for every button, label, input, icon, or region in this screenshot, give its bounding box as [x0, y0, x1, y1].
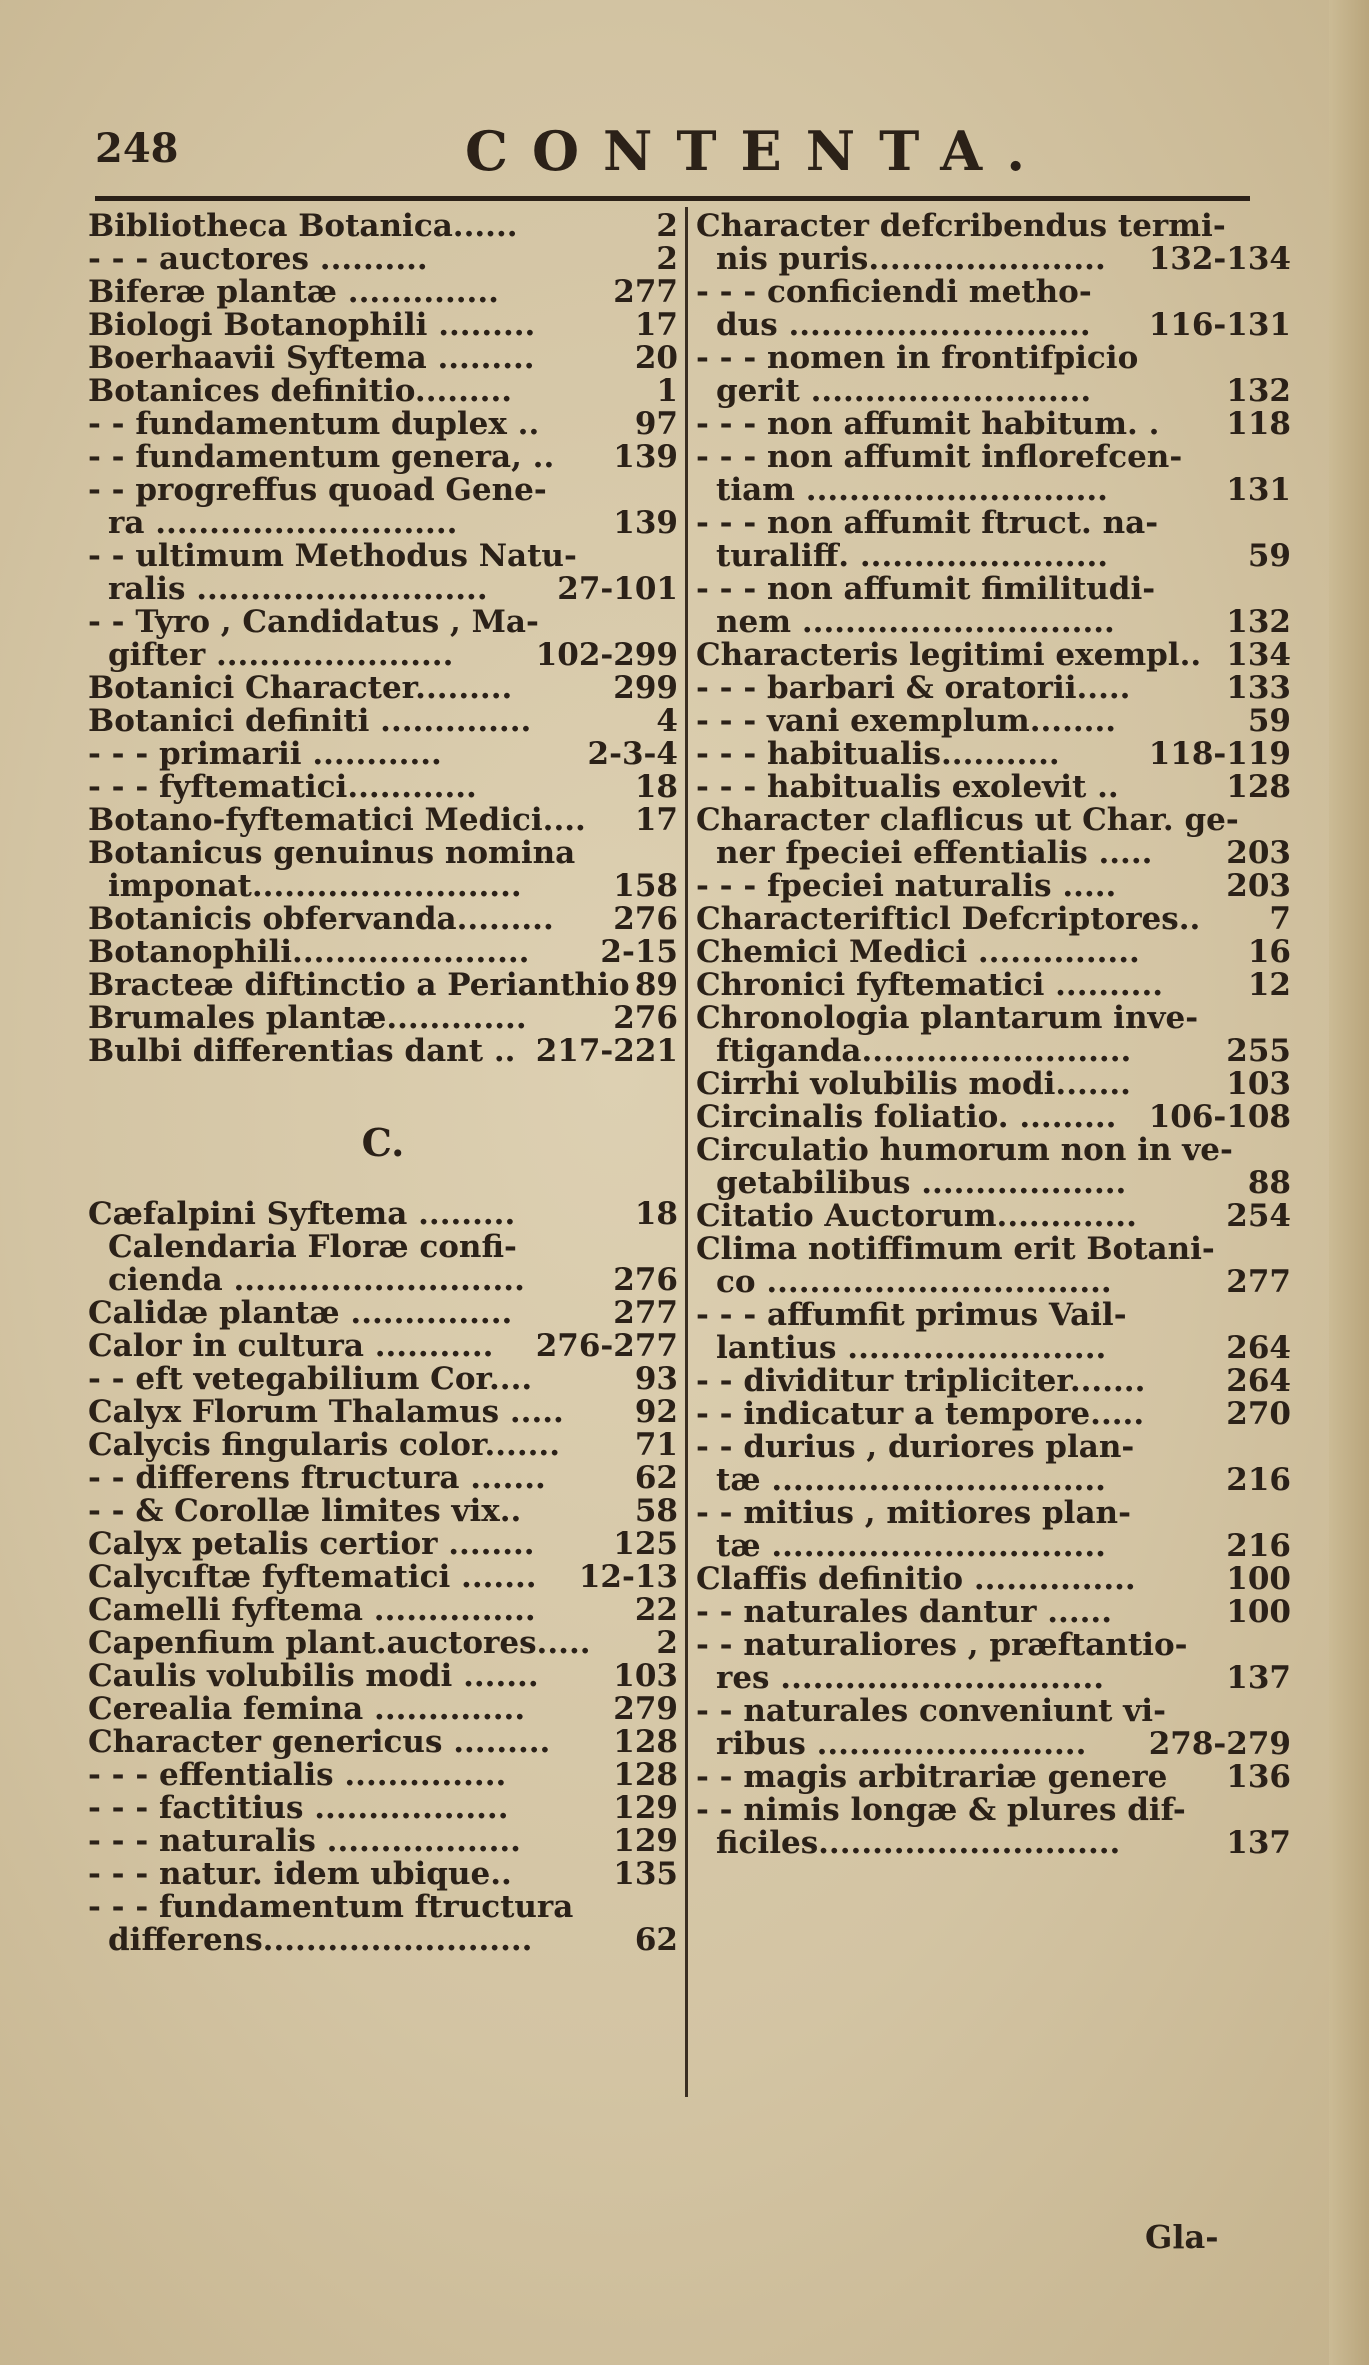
entry-page-ref: 278-279 — [1148, 1726, 1291, 1762]
entry-page-ref: 133 — [1226, 670, 1291, 706]
index-entry — [696, 1662, 1291, 1695]
index-entry — [88, 1002, 678, 1035]
entry-text: - - progreffus quoad Gene- — [88, 472, 547, 508]
entry-text: - - naturaliores , præftantio- — [696, 1627, 1188, 1663]
index-entry — [696, 474, 1291, 507]
index-entry — [88, 441, 678, 474]
entry-page-ref: 118 — [1226, 406, 1291, 442]
index-entry — [696, 1266, 1291, 1299]
entry-page-ref: 128 — [613, 1724, 678, 1760]
entry-page-ref: 136 — [1226, 1759, 1291, 1795]
index-entry — [696, 936, 1291, 969]
entry-text: Botanicus genuinus nomina — [88, 835, 576, 871]
index-entry — [696, 1035, 1291, 1068]
entry-page-ref: 22 — [634, 1592, 678, 1628]
entry-text: tæ ............................... — [716, 1462, 1106, 1498]
entry-page-ref: 131 — [1226, 472, 1291, 508]
column-divider — [685, 207, 688, 2097]
entry-page-ref: 129 — [613, 1790, 678, 1826]
entry-page-ref: 2 — [656, 241, 678, 277]
entry-text: co ................................ — [716, 1264, 1112, 1300]
index-entry — [696, 1365, 1291, 1398]
entry-page-ref: 216 — [1226, 1462, 1291, 1498]
index-entry — [696, 903, 1291, 936]
index-entry — [88, 1561, 678, 1594]
entry-page-ref: 128 — [1226, 769, 1291, 805]
entry-page-ref: 20 — [634, 340, 678, 376]
index-entry — [88, 936, 678, 969]
entry-text: Botanices definitio......... — [88, 373, 513, 409]
entry-page-ref: 62 — [634, 1460, 678, 1496]
index-entry — [88, 1035, 678, 1068]
entry-text: - - - habitualis exolevit .. — [696, 769, 1119, 805]
entry-text: - - - natur. idem ubique.. — [88, 1856, 512, 1892]
entry-text: Bracteæ diftinctio a Perianthio — [88, 967, 630, 1003]
index-entry — [88, 639, 678, 672]
entry-text: turaliff. ....................... — [716, 538, 1109, 574]
entry-page-ref: 158 — [613, 868, 678, 904]
entry-text: - - - fyftematici............ — [88, 769, 477, 805]
entry-text: ralis ........................... — [108, 571, 488, 607]
entry-text: - - - non affumit inflorefcen- — [696, 439, 1183, 475]
index-entry — [696, 1596, 1291, 1629]
entry-text: - - differens ftructura ....... — [88, 1460, 546, 1496]
index-entry — [88, 1264, 678, 1297]
index-entry — [88, 1891, 678, 1924]
entry-text: - - fundamentum duplex .. — [88, 406, 540, 442]
entry-text: gifter ...................... — [108, 637, 454, 673]
index-entry — [88, 573, 678, 606]
entry-text: - - - fundamentum ftructura — [88, 1889, 574, 1925]
entry-text: imponat......................... — [108, 868, 522, 904]
entry-text: Clima notiffimum erit Botani- — [696, 1231, 1215, 1267]
entry-page-ref: 100 — [1226, 1594, 1291, 1630]
entry-page-ref: 27-101 — [557, 571, 678, 607]
entry-page-ref: 18 — [634, 1196, 678, 1232]
index-entry — [88, 1858, 678, 1891]
index-entry — [696, 606, 1291, 639]
index-entry — [88, 375, 678, 408]
entry-text: - - - affumfit primus Vail- — [696, 1297, 1127, 1333]
entry-text: - - mitius , mitiores plan- — [696, 1495, 1131, 1531]
entry-page-ref: 2 — [656, 208, 678, 244]
entry-page-ref: 88 — [1247, 1165, 1291, 1201]
entry-page-ref: 12 — [1247, 967, 1291, 1003]
index-entry — [696, 1068, 1291, 1101]
page-number: 248 — [95, 125, 179, 172]
index-entry — [88, 1528, 678, 1561]
index-entry — [88, 705, 678, 738]
entry-page-ref: 100 — [1226, 1561, 1291, 1597]
index-entry — [88, 1759, 678, 1792]
entry-page-ref: 102-299 — [535, 637, 678, 673]
index-entry — [696, 969, 1291, 1002]
index-entry — [88, 1924, 678, 1957]
entry-page-ref: 59 — [1247, 703, 1291, 739]
index-entry — [696, 1497, 1291, 1530]
entry-page-ref: 4 — [656, 703, 678, 739]
entry-page-ref: 116-131 — [1148, 307, 1291, 343]
entry-text: - - Tyro , Candidatus , Ma- — [88, 604, 539, 640]
index-column-left — [88, 210, 678, 1957]
index-entry — [88, 837, 678, 870]
index-entry — [696, 210, 1291, 243]
entry-text: nis puris...................... — [716, 241, 1106, 277]
entry-page-ref: 264 — [1226, 1363, 1291, 1399]
entry-page-ref: 264 — [1226, 1330, 1291, 1366]
entry-page-ref: 137 — [1226, 1660, 1291, 1696]
entry-page-ref: 71 — [634, 1427, 678, 1463]
entry-text: cienda ........................... — [108, 1262, 525, 1298]
index-entry — [88, 342, 678, 375]
entry-text: Cerealia femina .............. — [88, 1691, 526, 1727]
index-entry — [88, 672, 678, 705]
index-entry — [696, 870, 1291, 903]
entry-page-ref: 277 — [613, 1295, 678, 1331]
entry-page-ref: 125 — [613, 1526, 678, 1562]
index-entry — [696, 1431, 1291, 1464]
entry-text: tiam ............................ — [716, 472, 1108, 508]
entry-text: ftiganda......................... — [716, 1033, 1132, 1069]
entry-text: - - - effentialis ............... — [88, 1757, 507, 1793]
index-entry — [88, 1363, 678, 1396]
entry-page-ref: 2-3-4 — [587, 736, 678, 772]
entry-page-ref: 276 — [613, 901, 678, 937]
index-entry — [696, 1761, 1291, 1794]
index-entry — [88, 408, 678, 441]
entry-text: Citatio Auctorum............. — [696, 1198, 1137, 1234]
entry-text: - - nimis longæ & plures dif- — [696, 1792, 1186, 1828]
entry-text: - - - non affumit ftruct. na- — [696, 505, 1159, 541]
entry-text: Calidæ plantæ ............... — [88, 1295, 513, 1331]
entry-page-ref: 93 — [634, 1361, 678, 1397]
entry-text: Character defcribendus termi- — [696, 208, 1226, 244]
index-entry — [696, 309, 1291, 342]
entry-text: Cirrhi volubilis modi....... — [696, 1066, 1131, 1102]
index-entry — [696, 1233, 1291, 1266]
entry-page-ref: 276 — [613, 1000, 678, 1036]
index-entry — [88, 969, 678, 1002]
index-entry — [696, 1728, 1291, 1761]
entry-page-ref: 106-108 — [1148, 1099, 1291, 1135]
entry-page-ref: 2-15 — [600, 934, 678, 970]
entry-text: Botanici Character......... — [88, 670, 513, 706]
entry-page-ref: 134 — [1226, 637, 1291, 673]
entry-text: dus ............................ — [716, 307, 1091, 343]
entry-page-ref: 18 — [634, 769, 678, 805]
entry-text: - - durius , duriores plan- — [696, 1429, 1135, 1465]
entry-text: nem ............................. — [716, 604, 1115, 640]
index-entry — [88, 1297, 678, 1330]
entry-page-ref: 255 — [1226, 1033, 1291, 1069]
index-entry — [88, 507, 678, 540]
index-entry — [696, 804, 1291, 837]
entry-text: - - indicatur a tempore..... — [696, 1396, 1145, 1432]
entry-page-ref: 203 — [1226, 868, 1291, 904]
entry-text: Bibliotheca Botanica...... — [88, 208, 518, 244]
entry-text: Bulbi differentias dant .. — [88, 1033, 516, 1069]
index-entry — [696, 1695, 1291, 1728]
entry-page-ref: 97 — [634, 406, 678, 442]
index-entry — [88, 606, 678, 639]
entry-page-ref: 132 — [1226, 604, 1291, 640]
entry-page-ref: 103 — [1226, 1066, 1291, 1102]
entry-text: tæ ............................... — [716, 1528, 1106, 1564]
entry-page-ref: 217-221 — [535, 1033, 678, 1069]
entry-text: - - - factitius .................. — [88, 1790, 509, 1826]
entry-page-ref: 62 — [634, 1922, 678, 1958]
index-entry — [88, 1462, 678, 1495]
index-entry — [696, 276, 1291, 309]
index-entry — [696, 1464, 1291, 1497]
index-entry — [696, 1134, 1291, 1167]
index-entry — [696, 1563, 1291, 1596]
entry-text: differens......................... — [108, 1922, 533, 1958]
entry-text: - - naturales dantur ...... — [696, 1594, 1113, 1630]
index-entry — [88, 1330, 678, 1363]
entry-page-ref: 128 — [613, 1757, 678, 1793]
entry-text: res .............................. — [716, 1660, 1105, 1696]
entry-text: - - - non affumit fimilitudi- — [696, 571, 1156, 607]
entry-text: - - - auctores .......... — [88, 241, 428, 277]
entry-text: Calyx Florum Thalamus ..... — [88, 1394, 564, 1430]
entry-text: Calycis fingularis color....... — [88, 1427, 560, 1463]
page-edge — [1329, 0, 1369, 2365]
index-entry — [696, 1629, 1291, 1662]
entry-text: - - fundamentum genera, .. — [88, 439, 555, 475]
index-entry — [88, 804, 678, 837]
entry-text: ribus ......................... — [716, 1726, 1087, 1762]
entry-page-ref: 276 — [613, 1262, 678, 1298]
entry-text: Caulis volubilis modi ....... — [88, 1658, 539, 1694]
entry-page-ref: 254 — [1226, 1198, 1291, 1234]
index-entry — [88, 738, 678, 771]
entry-text: ra ............................ — [108, 505, 458, 541]
entry-text: - - magis arbitrariæ genere — [696, 1759, 1168, 1795]
entry-text: - - - primarii ............ — [88, 736, 442, 772]
index-entry — [88, 1396, 678, 1429]
index-entry — [88, 1429, 678, 1462]
entry-page-ref: 132 — [1226, 373, 1291, 409]
entry-page-ref: 139 — [613, 505, 678, 541]
index-entry — [88, 309, 678, 342]
entry-text: - - - non affumit habitum. . — [696, 406, 1160, 442]
entry-page-ref: 132-134 — [1148, 241, 1291, 277]
entry-text: ner fpeciei effentialis ..... — [716, 835, 1153, 871]
entry-page-ref: 276-277 — [535, 1328, 678, 1364]
entry-page-ref: 216 — [1226, 1528, 1291, 1564]
entry-page-ref: 277 — [1226, 1264, 1291, 1300]
index-entry — [696, 1002, 1291, 1035]
index-entry — [88, 903, 678, 936]
index-entry — [88, 1825, 678, 1858]
index-entry — [88, 771, 678, 804]
entry-text: Botanophili...................... — [88, 934, 530, 970]
entry-text: Boerhaavii Syftema ......... — [88, 340, 535, 376]
index-entry — [696, 705, 1291, 738]
entry-page-ref: 118-119 — [1148, 736, 1291, 772]
index-entry — [88, 474, 678, 507]
entry-text: - - - conficiendi metho- — [696, 274, 1092, 310]
entry-text: lantius ........................ — [716, 1330, 1107, 1366]
entry-page-ref: 89 — [634, 967, 678, 1003]
index-entry — [696, 639, 1291, 672]
letter-heading: C. — [361, 1120, 405, 1165]
entry-text: Botanici definiti .............. — [88, 703, 532, 739]
index-entry — [88, 1627, 678, 1660]
index-entry — [696, 1101, 1291, 1134]
entry-page-ref: 12-13 — [578, 1559, 678, 1595]
entry-text: - - - barbari & oratorii..... — [696, 670, 1131, 706]
index-entry — [696, 1398, 1291, 1431]
entry-text: - - ultimum Methodus Natu- — [88, 538, 577, 574]
entry-page-ref: 2 — [656, 1625, 678, 1661]
entry-text: gerit .......................... — [716, 373, 1092, 409]
index-entry — [88, 1693, 678, 1726]
entry-text: Camelli fyftema ............... — [88, 1592, 536, 1628]
entry-page-ref: 59 — [1247, 538, 1291, 574]
entry-text: - - - habitualis........... — [696, 736, 1060, 772]
entry-page-ref: 203 — [1226, 835, 1291, 871]
entry-page-ref: 92 — [634, 1394, 678, 1430]
index-entry — [696, 540, 1291, 573]
index-entry — [88, 1594, 678, 1627]
entry-text: Circulatio humorum non in ve- — [696, 1132, 1233, 1168]
index-entry — [88, 540, 678, 573]
page-header — [95, 119, 1250, 195]
index-entry — [696, 672, 1291, 705]
entry-text: Claffis definitio ............... — [696, 1561, 1136, 1597]
index-entry — [88, 276, 678, 309]
entry-text: ficiles............................ — [716, 1825, 1121, 1861]
entry-page-ref: 1 — [656, 373, 678, 409]
index-entry — [696, 375, 1291, 408]
entry-text: Botanicis obfervanda......... — [88, 901, 554, 937]
index-entry — [696, 342, 1291, 375]
entry-text: Circinalis foliatio. ......... — [696, 1099, 1117, 1135]
entry-page-ref: 17 — [634, 307, 678, 343]
entry-page-ref: 270 — [1226, 1396, 1291, 1432]
entry-text: Calyx petalis certior ........ — [88, 1526, 535, 1562]
entry-text: Characterifticl Defcriptores.. — [696, 901, 1201, 937]
entry-page-ref: 299 — [613, 670, 678, 706]
index-entry — [696, 1794, 1291, 1827]
entry-page-ref: 135 — [613, 1856, 678, 1892]
entry-text: Calendaria Floræ confi- — [108, 1229, 517, 1265]
entry-text: Cæfalpini Syftema ......... — [88, 1196, 516, 1232]
entry-text: Chemici Medici ............... — [696, 934, 1140, 970]
index-entry — [696, 1200, 1291, 1233]
entry-page-ref: 58 — [634, 1493, 678, 1529]
entry-text: Calycıftæ fyftematici ....... — [88, 1559, 537, 1595]
header-rule — [95, 196, 1250, 201]
entry-text: Character claflicus ut Char. ge- — [696, 802, 1239, 838]
index-entry — [696, 408, 1291, 441]
entry-page-ref: 137 — [1226, 1825, 1291, 1861]
entry-text: Character genericus ......... — [88, 1724, 551, 1760]
index-entry — [88, 1660, 678, 1693]
entry-text: - - naturales conveniunt vi- — [696, 1693, 1166, 1729]
entry-page-ref: 277 — [613, 274, 678, 310]
entry-page-ref: 129 — [613, 1823, 678, 1859]
entry-text: Characteris legitimi exempl.. — [696, 637, 1202, 673]
entry-text: - - - fpeciei naturalis ..... — [696, 868, 1117, 904]
entry-text: - - eft vetegabilium Cor.... — [88, 1361, 533, 1397]
index-entry — [88, 1726, 678, 1759]
entry-text: Botano-fyftematici Medici.... — [88, 802, 586, 838]
index-entry — [696, 573, 1291, 606]
index-entry — [696, 441, 1291, 474]
entry-text: - - - naturalis .................. — [88, 1823, 521, 1859]
index-column-right — [696, 210, 1291, 1860]
entry-page-ref: 103 — [613, 1658, 678, 1694]
index-entry — [696, 1332, 1291, 1365]
entry-text: Capenfium plant.auctores..... — [88, 1625, 591, 1661]
index-entry — [88, 870, 678, 903]
catchword: Gla- — [1145, 2218, 1219, 2256]
running-title: CONTENTA. — [465, 119, 1050, 183]
entry-text: Brumales plantæ............. — [88, 1000, 527, 1036]
entry-text: Biferæ plantæ .............. — [88, 274, 499, 310]
entry-text: getabilibus ................... — [716, 1165, 1127, 1201]
entry-page-ref: 7 — [1269, 901, 1291, 937]
index-entry — [696, 1167, 1291, 1200]
entry-text: Chronici fyftematici .......... — [696, 967, 1164, 1003]
index-entry — [696, 1530, 1291, 1563]
index-entry — [88, 243, 678, 276]
index-entry — [88, 1792, 678, 1825]
index-entry — [696, 1827, 1291, 1860]
index-entry — [88, 210, 678, 243]
entry-page-ref: 17 — [634, 802, 678, 838]
index-entry — [696, 837, 1291, 870]
index-entry — [88, 1198, 678, 1231]
entry-text: - - - vani exemplum........ — [696, 703, 1117, 739]
entry-page-ref: 279 — [613, 1691, 678, 1727]
entry-text: - - dividitur tripliciter....... — [696, 1363, 1146, 1399]
entry-page-ref: 16 — [1247, 934, 1291, 970]
entry-text: Chronologia plantarum inve- — [696, 1000, 1199, 1036]
entry-text: - - - nomen in frontifpicio — [696, 340, 1139, 376]
entry-page-ref: 139 — [613, 439, 678, 475]
index-entry — [88, 1231, 678, 1264]
entry-text: Biologi Botanophili ......... — [88, 307, 536, 343]
index-entry — [696, 507, 1291, 540]
index-entry — [696, 738, 1291, 771]
entry-text: Calor in cultura ........... — [88, 1328, 494, 1364]
index-entry — [696, 771, 1291, 804]
entry-text: - - & Corollæ limites vix.. — [88, 1493, 522, 1529]
index-entry — [88, 1495, 678, 1528]
index-entry — [696, 243, 1291, 276]
index-entry — [696, 1299, 1291, 1332]
